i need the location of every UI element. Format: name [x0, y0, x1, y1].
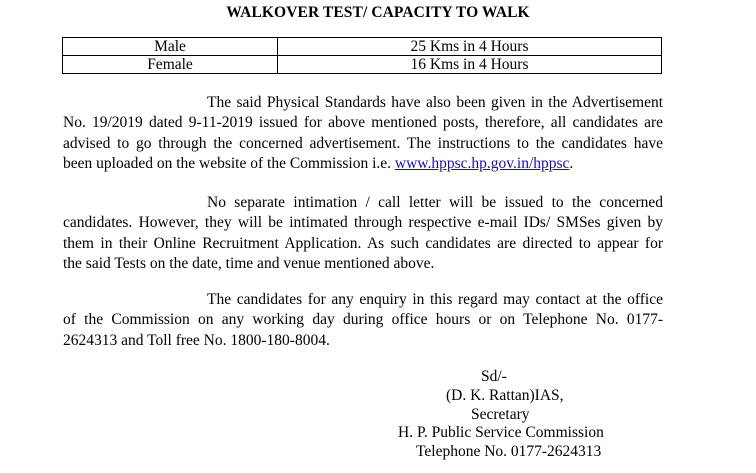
paragraph-line: them in their Online Recruitment Application. As such candidates are directed to appear for	[63, 234, 663, 252]
signature-designation: Secretary	[471, 406, 530, 423]
paragraph-line: candidates. However, they will be intimated through respective e-mail IDs/ SMSes given by	[63, 214, 663, 232]
paragraph-intimation	[63, 193, 663, 274]
gender-cell: Male	[63, 38, 278, 56]
table-row	[63, 38, 662, 56]
paragraph-physical-standards	[63, 93, 663, 174]
signature-organization: H. P. Public Service Commission	[398, 424, 604, 441]
paragraph-line: the said Tests on the date, time and venue mentioned above.	[63, 254, 435, 272]
website-link[interactable]: www.hppsc.hp.gov.in/hppsc	[394, 154, 570, 172]
paragraph-line	[63, 154, 663, 174]
requirement-cell: 16 Kms in 4 Hours	[278, 56, 662, 74]
paragraph-text: .	[569, 154, 574, 172]
paragraph-line: The said Physical Standards have also been given in the Advertisement	[207, 94, 663, 111]
signature-telephone: Telephone No. 0177-2624313	[416, 443, 602, 460]
requirement-cell: 25 Kms in 4 Hours	[278, 38, 662, 56]
paragraph-line: 2624313 and Toll free No. 1800-180-8004.	[63, 331, 330, 349]
paragraph-line: advised to go through the concerned advertisement. The instructions to the candidates have	[63, 134, 663, 152]
paragraph-line: of the Commission on any working day during office hours or on Telephone No. 0177-	[63, 311, 663, 329]
paragraph-line: The candidates for any enquiry in this regard may contact at the office	[207, 291, 663, 308]
signature-sd: Sd/-	[481, 368, 507, 385]
table-row	[63, 56, 662, 74]
document-title: WALKOVER TEST/ CAPACITY TO WALK	[226, 4, 530, 21]
paragraph-enquiry	[63, 290, 663, 351]
paragraph-line: No. 19/2019 dated 9-11-2019 issued for above mentioned posts, therefore, all candidates are	[63, 114, 663, 132]
gender-cell: Female	[63, 56, 278, 74]
signature-name: (D. K. Rattan)IAS,	[446, 387, 564, 404]
paragraph-line: No separate intimation / call letter will be issued to the concerned	[207, 194, 663, 211]
paragraph-text: been uploaded on the website of the Commission i.e.	[63, 154, 395, 172]
capacity-table	[62, 37, 662, 74]
